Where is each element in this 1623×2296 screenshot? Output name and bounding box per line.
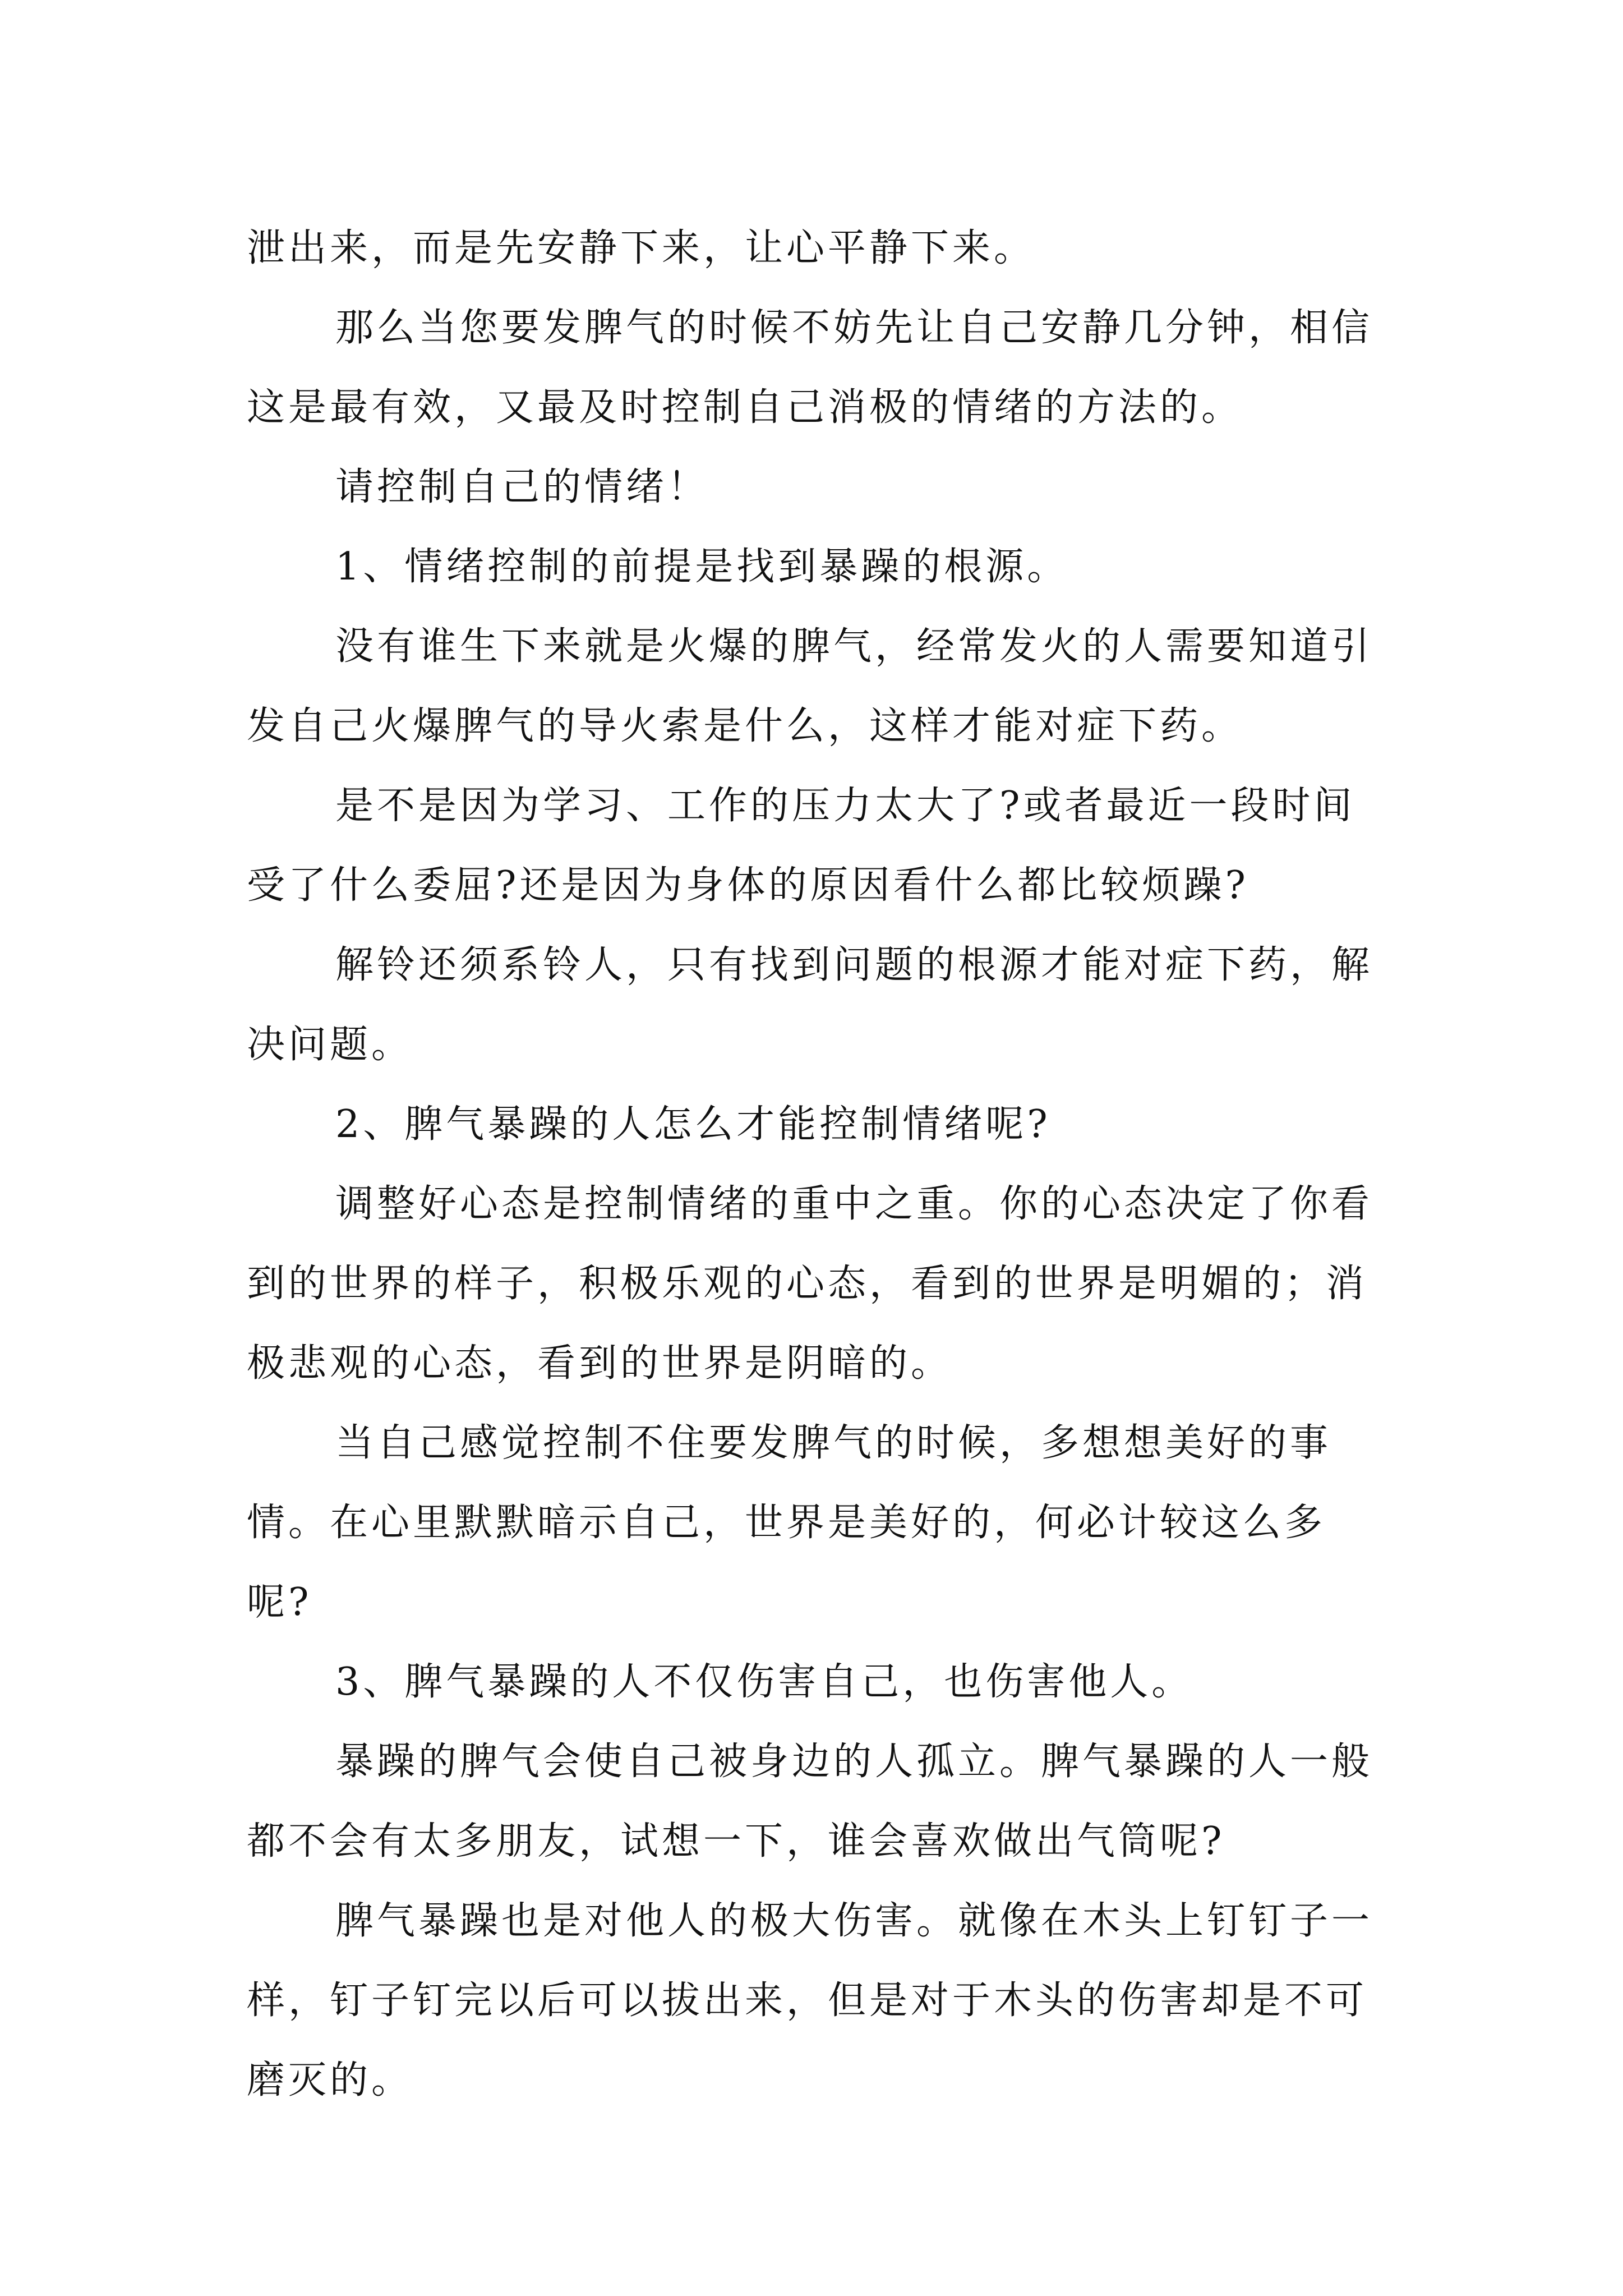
section-heading-1: 1、情绪控制的前提是找到暴躁的根源。 bbox=[335, 545, 1069, 589]
paragraph-3: 请控制自己的情绪！ bbox=[335, 465, 709, 509]
document-body bbox=[247, 209, 1391, 2120]
paragraph-12: 暴躁的脾气会使自己被身边的人孤立。脾气暴躁的人一般都不会有太多朋友，试想一下，谁会喜欢做出气筒呢? bbox=[247, 1740, 1373, 1864]
section-heading-2: 2、脾气暴躁的人怎么才能控制情绪呢? bbox=[335, 1102, 1051, 1147]
paragraph-1: 泄出来，而是先安静下来，让心平静下来。 bbox=[247, 226, 1036, 270]
paragraph-2: 那么当您要发脾气的时候不妨先让自己安静几分钟，相信这是最有效，又最及时控制自己消极的情绪的方法的。 bbox=[247, 306, 1373, 430]
paragraph-5: 没有谁生下来就是火爆的脾气，经常发火的人需要知道引发自己火爆脾气的导火索是什么，这样才能对症下药。 bbox=[247, 624, 1373, 748]
paragraph-13: 脾气暴躁也是对他人的极大伤害。就像在木头上钉钉子一样，钉子钉完以后可以拔出来，但是对于木头的伤害却是不可磨灭的。 bbox=[247, 1899, 1373, 2102]
paragraph-6: 是不是因为学习、工作的压力太大了?或者最近一段时间受了什么委屈?还是因为身体的原因看什么都比较烦躁? bbox=[247, 784, 1355, 908]
section-heading-3: 3、脾气暴躁的人不仅伤害自己，也伤害他人。 bbox=[335, 1660, 1193, 1704]
paragraph-7: 解铃还须系铃人，只有找到问题的根源才能对症下药，解决问题。 bbox=[247, 943, 1373, 1067]
paragraph-9: 调整好心态是控制情绪的重中之重。你的心态决定了你看到的世界的样子，积极乐观的心态，看到的世界是明媚的；消极悲观的心态，看到的世界是阴暗的。 bbox=[247, 1182, 1373, 1386]
paragraph-10: 当自己感觉控制不住要发脾气的时候，多想想美好的事情。在心里默默暗示自己，世界是美好的，何必计较这么多呢? bbox=[247, 1421, 1332, 1625]
